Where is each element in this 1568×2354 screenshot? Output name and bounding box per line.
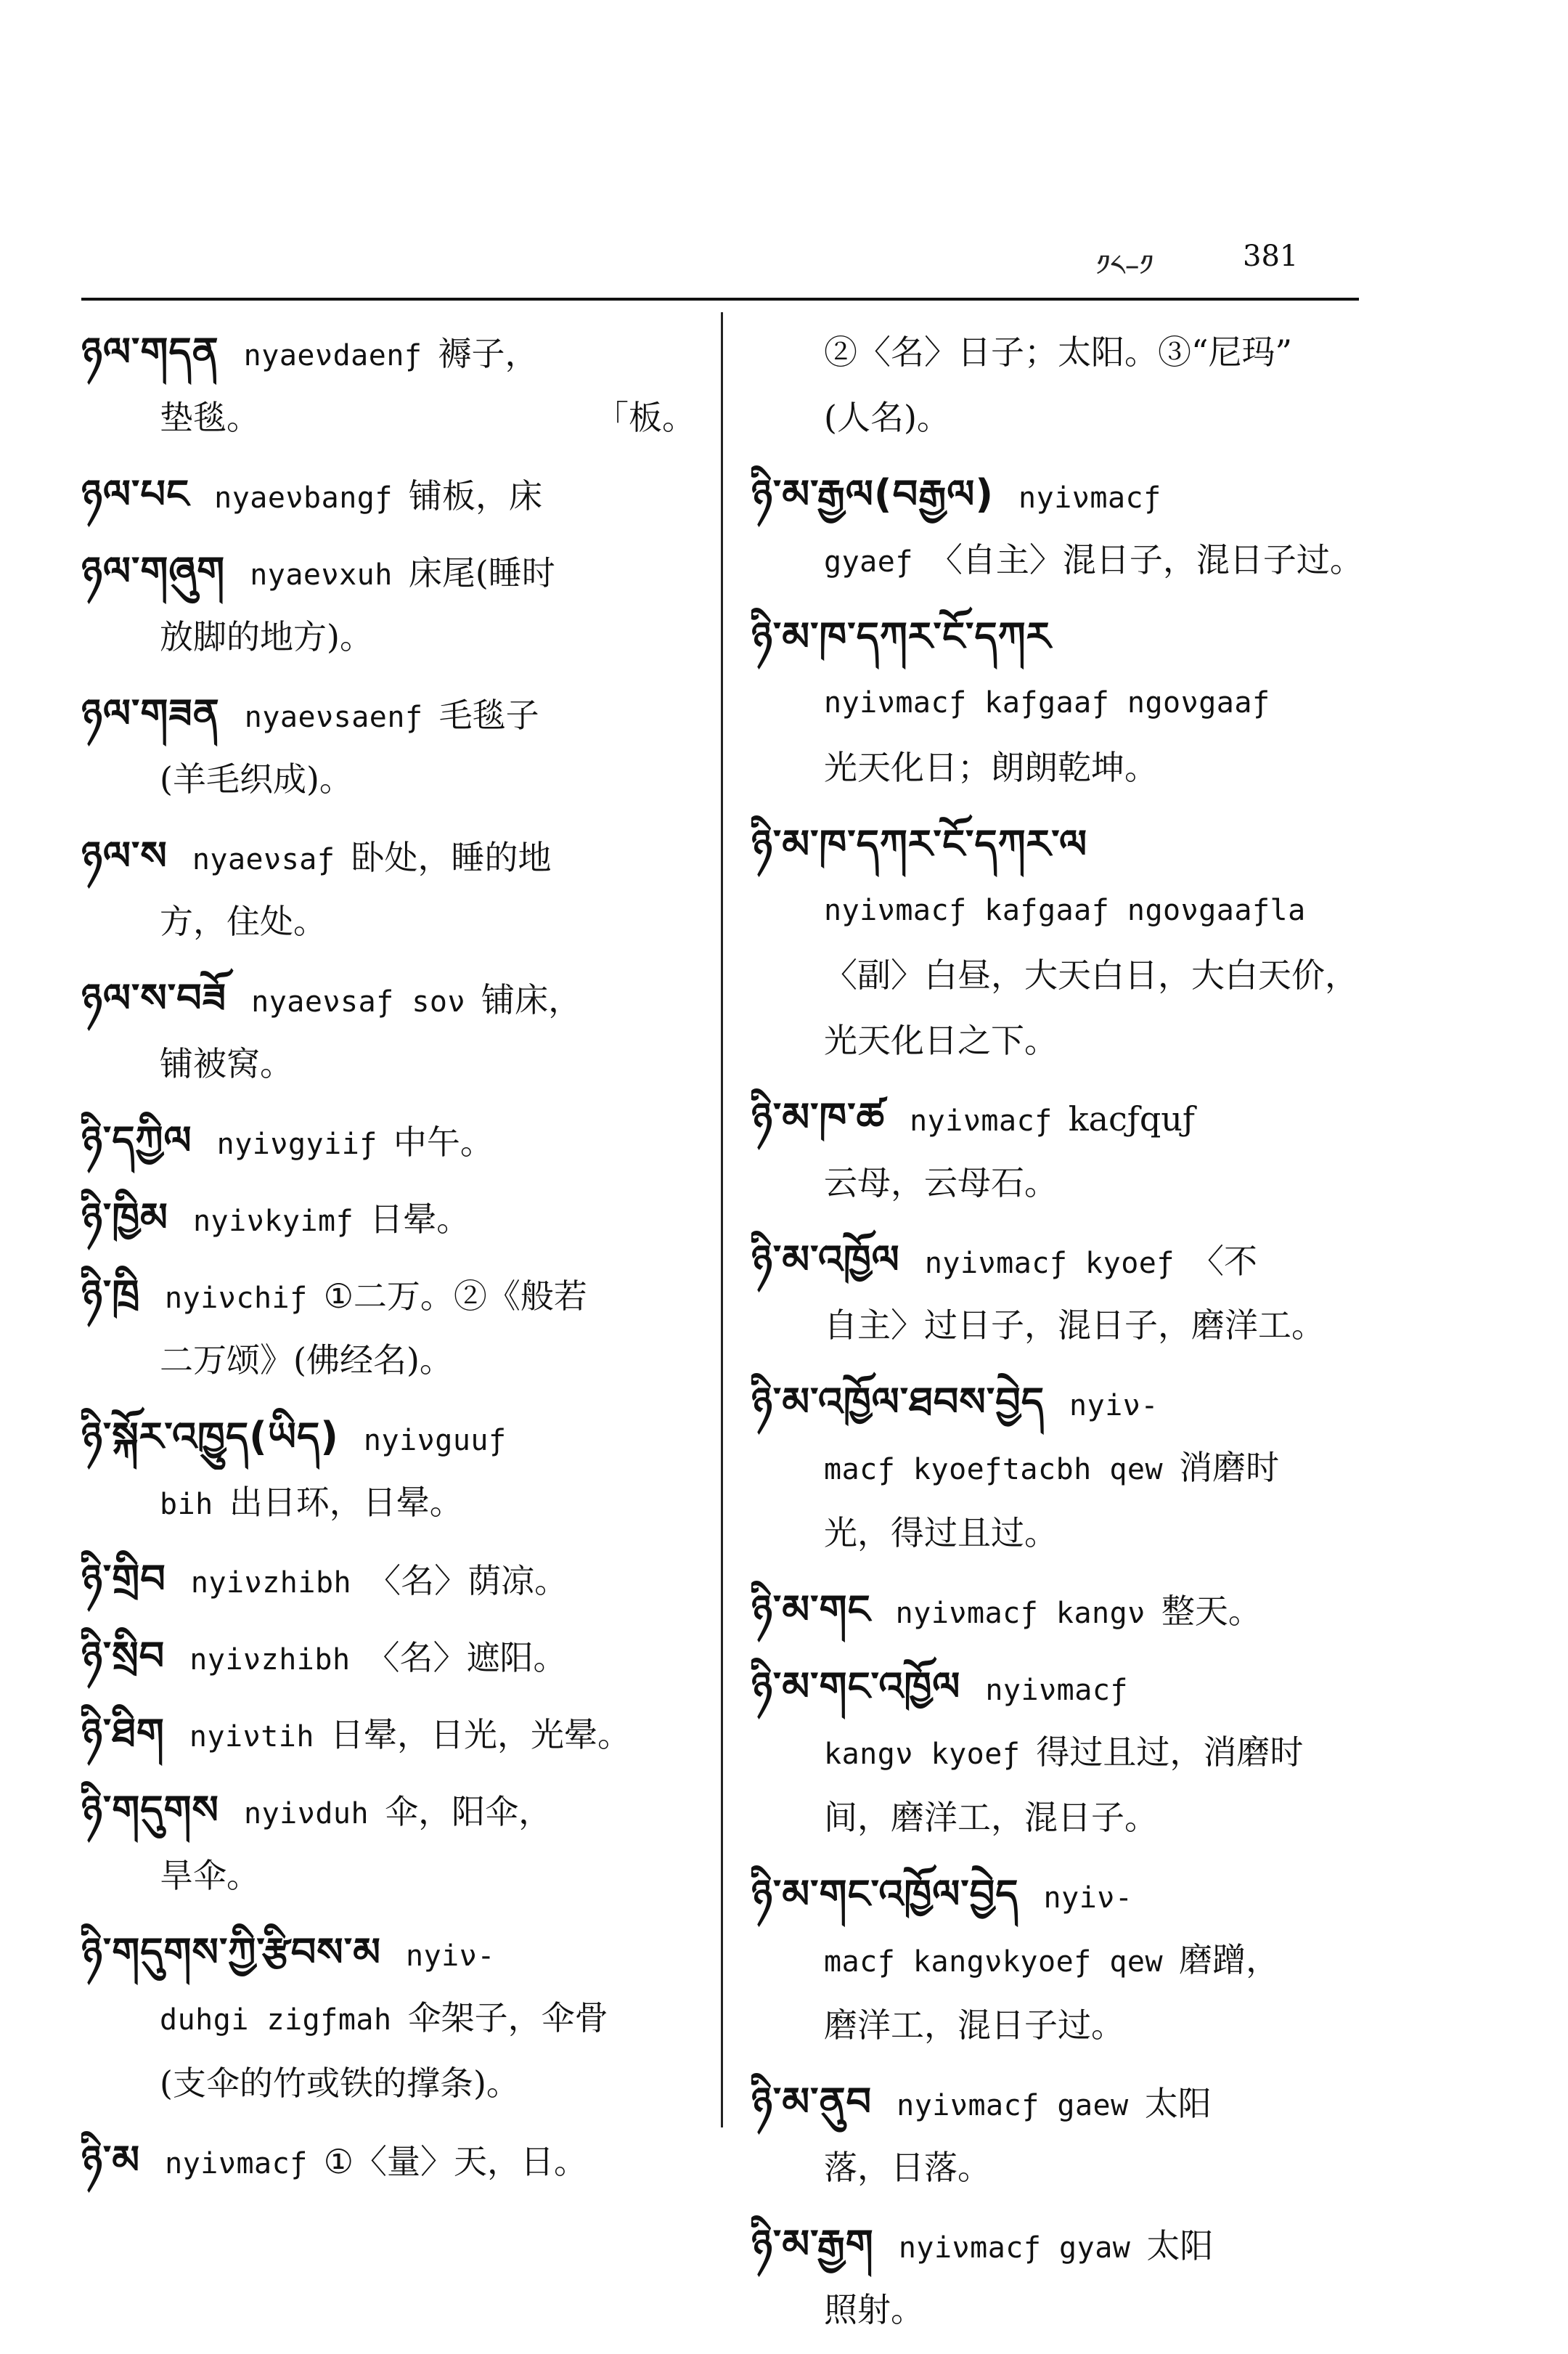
dictionary-entry — [81, 1108, 706, 1173]
gloss-chinese: 消磨时 — [1179, 1448, 1280, 1487]
gloss-chinese: 〈副〉白昼，大天白日，大白天价， — [824, 956, 1358, 995]
entry-headline — [81, 1108, 706, 1173]
gloss-chinese: 中午。 — [393, 1123, 494, 1162]
entry-headline — [81, 1701, 706, 1766]
dictionary-entry — [81, 462, 706, 527]
romanization: nyiνguuƒ — [363, 1424, 507, 1457]
dictionary-entry — [81, 1624, 706, 1689]
entry-continuation — [751, 1435, 1376, 1500]
dictionary-entry — [751, 1369, 1376, 1565]
dictionary-entry — [751, 462, 1376, 592]
gloss-chinese: 卧处，睡的地 — [351, 838, 552, 877]
dictionary-entry — [751, 1862, 1376, 2058]
entry-continuation — [81, 2050, 706, 2116]
gloss-chinese: 垫毯。 — [160, 398, 260, 437]
romanization: gyaeƒ — [824, 545, 913, 579]
entry-headline — [81, 319, 706, 385]
entry-headline — [751, 1227, 1376, 1292]
headword-tibetan: ཉལ་གདན — [81, 329, 219, 375]
gloss-chinese: 太阳 — [1144, 2084, 1212, 2123]
gloss-chinese: (支伞的竹或铁的撑条)。 — [160, 2064, 520, 2103]
romanization: nyiνgyiiƒ — [216, 1128, 377, 1161]
entry-headline — [751, 604, 1376, 669]
entry-continuation — [81, 604, 706, 669]
right-column — [751, 319, 1376, 2354]
romanization: nyaeνdaenƒ — [243, 339, 422, 372]
romanization: nyiνmacƒ — [165, 2147, 308, 2180]
entry-headline — [81, 1777, 706, 1843]
entry-headline — [751, 2069, 1376, 2135]
entry-continuation — [751, 1150, 1376, 1215]
gloss-chinese: 铺床， — [481, 980, 582, 1019]
entry-continuation — [81, 385, 706, 450]
entry-continuation — [751, 2277, 1376, 2342]
gloss-chinese: 云母，云母石。 — [824, 1163, 1058, 1202]
page-number: 381 — [1243, 240, 1299, 273]
romanization: nyiν- — [1043, 1881, 1133, 1915]
romanization: kangν kyoeƒ — [824, 1738, 1021, 1771]
entry-headline — [81, 681, 706, 746]
romanization: nyaeνsaƒ soν — [251, 985, 466, 1019]
gloss-chinese: ①〈量〉天，日。 — [323, 2142, 588, 2181]
entry-headline — [81, 1262, 706, 1327]
gloss-chinese: 间，磨洋工，混日子。 — [824, 1798, 1158, 1837]
entry-headline — [81, 2127, 706, 2193]
gloss-chinese: 磨洋工，混日子过。 — [824, 2005, 1124, 2045]
entry-headline — [751, 812, 1376, 877]
romanization: nyaeνxuh — [250, 558, 393, 592]
dictionary-entry — [81, 1777, 706, 1908]
romanization: nyiνkyimƒ — [192, 1205, 354, 1238]
gloss-chinese: 毛毯子 — [438, 696, 539, 735]
headword-tibetan: ཉི་མ་ནུབ — [751, 2079, 873, 2125]
romanization: nyiνmacƒ kaƒgaaƒ ngoνgaaƒla — [824, 894, 1306, 927]
gloss-chinese: 光，得过且过。 — [824, 1513, 1058, 1552]
headword-tibetan: ཉི་མ་གང — [751, 1587, 871, 1632]
entry-headline — [751, 1862, 1376, 1927]
romanization: nyiν- — [1069, 1389, 1159, 1422]
entry-continuation — [751, 1292, 1376, 1358]
headword-tibetan: ཉི་མ་རྒྱག — [751, 2221, 874, 2267]
dictionary-entry — [751, 1654, 1376, 1850]
headword-tibetan: ཉི་ཁྱིམ — [81, 1194, 168, 1240]
left-column — [81, 319, 706, 2204]
entry-headline — [751, 1369, 1376, 1435]
dictionary-entry — [81, 823, 706, 954]
gloss-chinese: 旱伞。 — [160, 1856, 260, 1895]
headword-tibetan: ཉལ་གཟན — [81, 691, 220, 736]
entry-headline — [751, 319, 1376, 385]
headword-tibetan: ཉི་ཐིག — [81, 1710, 165, 1756]
entry-continuation — [751, 735, 1376, 800]
entry-continuation — [751, 669, 1376, 735]
headword-tibetan: ཉི་མ — [81, 2137, 141, 2183]
romanization: nyiνmacƒ gaew — [897, 2089, 1129, 2122]
headword-tibetan: ཉི་མ་འཁྱོལ — [751, 1237, 900, 1282]
headword-tibetan: ཉལ་ས་བཟོ — [81, 975, 227, 1021]
gloss-chinese: 磨蹭， — [1179, 1940, 1280, 1979]
gloss-chinese: kacƒquƒ — [1068, 1099, 1195, 1139]
gloss-chinese: 光天化日；朗朗乾坤。 — [824, 748, 1158, 787]
gloss-chinese: 〈名〉遮阳。 — [366, 1638, 567, 1677]
romanization: nyiν- — [406, 1939, 495, 1973]
entry-continuation — [751, 1500, 1376, 1565]
romanization: macƒ kyoeƒtacbh qew — [824, 1453, 1164, 1486]
dictionary-entry — [81, 539, 706, 669]
entry-continuation — [751, 1992, 1376, 2058]
gloss-chinese: 落，日落。 — [824, 2148, 991, 2187]
entry-headline — [751, 1654, 1376, 1719]
headword-tibetan: ཉི་མ་གང་འཁྱོལ — [751, 1663, 961, 1709]
dictionary-entry — [751, 319, 1376, 450]
headword-tibetan: ཉི་གདུགས — [81, 1787, 219, 1833]
entry-headline — [751, 462, 1376, 527]
romanization: nyiνtih — [189, 1720, 314, 1754]
gloss-chinese: 伞架子，伞骨 — [407, 1998, 608, 2037]
gloss-chinese: ②〈名〉日子；太阳。③“尼玛” — [824, 333, 1293, 372]
dictionary-entry — [81, 1920, 706, 2116]
headword-tibetan: ཉི་གདུགས་ཀྱི་རྩིབས་མ — [81, 1929, 382, 1975]
headword-tibetan: ཉི་སྐོར་འཁྱུད(ཡིད) — [81, 1414, 339, 1459]
entry-headline — [81, 539, 706, 604]
romanization: nyiνmacƒ — [1018, 481, 1161, 515]
dictionary-entry — [751, 2069, 1376, 2200]
dictionary-entry — [751, 2212, 1376, 2342]
gloss-chinese: 褥子， — [438, 334, 539, 373]
romanization: nyaeνbangƒ — [214, 481, 393, 515]
gloss-chinese: 〈不 — [1190, 1242, 1257, 1281]
gloss-chinese: 床尾(睡时 — [408, 553, 555, 592]
gloss-chinese: 照射。 — [824, 2290, 924, 2329]
entry-continuation — [751, 942, 1376, 1008]
header-rule — [81, 298, 1359, 301]
gloss-chinese: 得过且过，消磨时 — [1036, 1732, 1304, 1772]
gloss-chinese: 〈名〉荫凉。 — [367, 1561, 568, 1600]
romanization: nyiνmacƒ kaƒgaaƒ ngoνgaaƒ — [824, 686, 1270, 720]
entry-headline — [81, 823, 706, 889]
romanization: duhgi zigƒmah — [160, 2003, 392, 2037]
entry-continuation — [81, 1327, 706, 1393]
entry-headline — [751, 2212, 1376, 2277]
headword-tibetan: ཉི་མ་འཁྱོལ་ཐབས་བྱེད — [751, 1379, 1045, 1425]
gloss-chinese: 光天化日之下。 — [824, 1021, 1058, 1060]
headword-tibetan: ཉི་མ་གང་འཁྱོལ་བྱེད — [751, 1871, 1019, 1917]
entry-continuation — [751, 877, 1376, 942]
romanization: nyiνzhibh — [189, 1643, 351, 1677]
gloss-chinese: (人名)。 — [824, 398, 950, 437]
gloss-chinese: 〈自主〉混日子，混日子过。 — [928, 540, 1363, 579]
romanization: bih — [160, 1488, 213, 1521]
entry-headline — [81, 966, 706, 1031]
headword-tibetan: ཉལ་གཞུག — [81, 548, 226, 594]
romanization: nyiνmacƒ kangν — [895, 1597, 1146, 1630]
romanization: nyiνzhibh — [190, 1566, 352, 1600]
dictionary-entry — [81, 1185, 706, 1250]
gloss-chinese: 放脚的地方)。 — [160, 617, 373, 656]
romanization: nyiνmacƒ — [910, 1104, 1053, 1138]
dictionary-entry — [81, 1701, 706, 1766]
entry-headline — [81, 1185, 706, 1250]
gloss-chinese: 铺板，床 — [408, 476, 542, 516]
dictionary-entry — [81, 1547, 706, 1612]
romanization: nyiνmacƒ — [985, 1674, 1128, 1707]
running-header-tibetan: ༡༨–༡ — [1096, 249, 1153, 282]
gloss-chinese: 二万颂》(佛经名)。 — [160, 1340, 453, 1380]
dictionary-entry — [751, 1227, 1376, 1358]
entry-continuation — [751, 527, 1376, 592]
entry-tail-text: 「板。 — [595, 398, 695, 437]
headword-tibetan: ཉི་མ་ཁ་ཚ — [751, 1094, 886, 1140]
dictionary-entry — [81, 1262, 706, 1393]
entry-continuation — [81, 1031, 706, 1096]
entry-continuation — [751, 2135, 1376, 2200]
entry-continuation — [751, 385, 1376, 450]
headword-tibetan: ཉལ་ས — [81, 833, 168, 879]
gloss-chinese: 日晕，日光，光晕。 — [330, 1715, 631, 1754]
entry-continuation — [81, 1985, 706, 2050]
gloss-chinese: (羊毛织成)。 — [160, 759, 353, 799]
romanization: nyiνmacƒ gyaw — [898, 2231, 1131, 2265]
gloss-chinese: 自主〉过日子，混日子，磨洋工。 — [824, 1306, 1325, 1345]
headword-tibetan: ཉི་མ་ཁ་དཀར་ངོ་དཀར་ལ — [751, 821, 1088, 867]
entry-headline — [751, 1085, 1376, 1150]
headword-tibetan: ཉི་གྲིབ — [81, 1556, 166, 1602]
gloss-chinese: 日晕。 — [369, 1200, 470, 1239]
romanization: nyaeνsaenƒ — [244, 701, 423, 734]
dictionary-entry — [81, 319, 706, 450]
dictionary-entry — [751, 812, 1376, 1073]
headword-tibetan: ཉི་སྲིབ — [81, 1633, 166, 1679]
dictionary-entry — [751, 604, 1376, 800]
dictionary-entry — [751, 1577, 1376, 1642]
romanization: nyiνmacƒ kyoeƒ — [924, 1247, 1175, 1280]
entry-continuation — [751, 1008, 1376, 1073]
gloss-chinese: 方，住处。 — [160, 902, 327, 941]
dictionary-entry — [81, 1404, 706, 1535]
entry-headline — [81, 1624, 706, 1689]
gloss-chinese: 太阳 — [1146, 2226, 1214, 2265]
gloss-chinese: 整天。 — [1161, 1592, 1262, 1631]
headword-tibetan: ཉི་དཀྱིལ — [81, 1117, 192, 1163]
entry-continuation — [751, 1719, 1376, 1785]
dictionary-entry — [81, 966, 706, 1096]
entry-continuation — [81, 1470, 706, 1535]
column-divider — [721, 312, 723, 2127]
entry-continuation — [81, 1843, 706, 1908]
headword-tibetan: ཉི་མ་ཁ་དཀར་ངོ་དཀར — [751, 614, 1052, 659]
headword-tibetan: ཉི་མ་རྒྱལ(བརྒྱལ) — [751, 471, 995, 517]
entry-headline — [751, 1577, 1376, 1642]
dictionary-entry — [81, 681, 706, 812]
headword-tibetan: ཉལ་པང — [81, 471, 190, 517]
entry-headline — [81, 1920, 706, 1985]
romanization: macƒ kangνkyoeƒ qew — [824, 1945, 1164, 1979]
dictionary-entry — [751, 1085, 1376, 1215]
entry-continuation — [751, 1927, 1376, 1992]
dictionary-entry — [81, 2127, 706, 2193]
gloss-chinese: ①二万。②《般若 — [323, 1276, 587, 1316]
entry-headline — [81, 1547, 706, 1612]
entry-headline — [81, 1404, 706, 1470]
entry-continuation — [81, 889, 706, 954]
romanization: nyaeνsaƒ — [192, 843, 335, 876]
headword-tibetan: ཉི་ཁྲི — [81, 1271, 141, 1317]
entry-continuation — [751, 1785, 1376, 1850]
romanization: nyiνduh — [243, 1797, 369, 1830]
gloss-chinese: 铺被窝。 — [160, 1044, 293, 1083]
entry-headline — [81, 462, 706, 527]
gloss-chinese: 出日环，日晕。 — [229, 1483, 463, 1522]
entry-continuation — [81, 746, 706, 812]
romanization: nyiνchiƒ — [165, 1282, 308, 1315]
gloss-chinese: 伞，阳伞， — [385, 1792, 552, 1831]
